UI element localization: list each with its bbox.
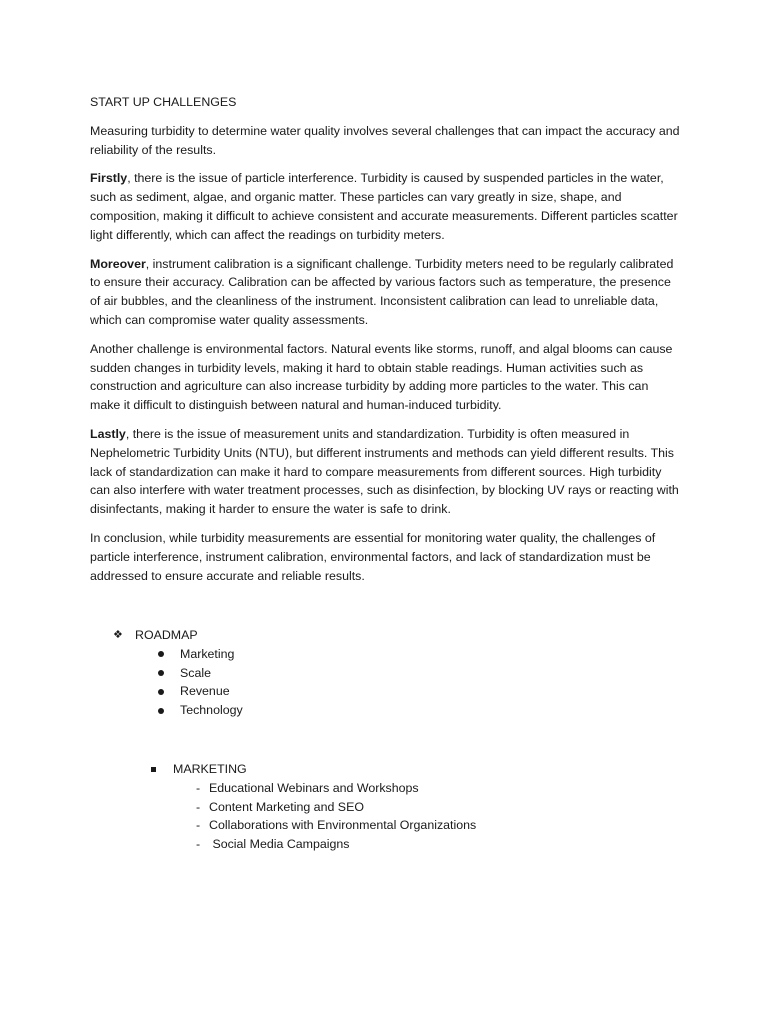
roadmap-title: ROADMAP [135,628,198,642]
list-item-label: Social Media Campaigns [209,837,350,852]
bullet-icon [158,708,164,714]
dash-bullet-icon: - [196,818,201,833]
paragraph-lead: Firstly [90,171,128,186]
marketing-title: MARKETING [173,762,247,776]
list-item [196,835,651,854]
list-item-label: Content Marketing and SEO [209,799,364,814]
intro-paragraph: Measuring turbidity to determine water quality involves several challenges that can impact the accuracy and reliability of the results. [90,123,680,157]
document-heading: START UP CHALLENGES [90,95,237,109]
bullet-icon [158,689,164,695]
list-item [196,779,651,798]
marketing-section [151,760,651,854]
paragraph-moreover [90,255,680,330]
paragraph-text: , there is the issue of measurement units and standardization. Turbidity is often measured in Nephelometric Turbidity Units (NTU), but different instruments and methods can yield different results. This lack of standardization can make it hard to compare measurements from different sources. High turbidity can also interfere with water treatment processes, such as disinfection, by blocking UV rays or reacting with disinfectants, making it harder to ensure the water is safe to drink. [90,426,679,517]
list-item [196,816,651,835]
list-item-label: Educational Webinars and Workshops [209,780,419,795]
paragraph-text: , there is the issue of particle interference. Turbidity is caused by suspended particles in the water, such as sediment, algae, and organic matter. These particles can vary greatly in size, shape, and composition, making it difficult to achieve consistent and accurate measurements. Different particles scatter light differently, which can affect the readings on turbidity meters. [90,171,678,242]
marketing-heading-row [151,760,651,779]
list-item-label: Revenue [180,684,230,699]
list-item [158,645,613,664]
list-item-label: Technology [180,703,243,718]
dash-bullet-icon: - [196,799,201,814]
list-item-label: Collaborations with Environmental Organizations [209,818,477,833]
list-item [158,682,613,701]
dash-bullet-icon: - [196,780,201,795]
list-item [158,701,613,720]
paragraph-environmental: Another challenge is environmental factors. Natural events like storms, runoff, and algal blooms can cause sudden changes in turbidity levels, making it hard to obtain stable readings. Human activities such as construction and agriculture can also increase turbidity by adding more particles to the water. This can make it difficult to distinguish between natural and human-induced turbidity. [90,341,673,413]
paragraph-lastly [90,425,680,519]
paragraph-lead: Moreover [90,256,146,271]
bullet-icon [158,651,164,657]
paragraph-text: , instrument calibration is a significant challenge. Turbidity meters need to be regularly calibrated to ensure their accuracy. Calibration can be affected by various factors such as temperature, the presence of air bubbles, and the cleanliness of the instrument. Inconsistent calibration can lead to unreliable data, which can compromise water quality assessments. [90,256,674,327]
roadmap-list [113,645,613,720]
conclusion-paragraph: In conclusion, while turbidity measurements are essential for monitoring water quality, the challenges of particle interference, instrument calibration, environmental factors, and lack of standardization must be addressed to ensure accurate and reliable results. [90,530,656,583]
list-item-label: Scale [180,665,211,680]
document-body [90,93,680,595]
bullet-icon [158,670,164,676]
list-item-label: Marketing [180,646,235,661]
list-item [158,664,613,683]
dash-bullet-icon: - [196,837,201,852]
paragraph-lead: Lastly [90,426,126,441]
square-bullet-icon [151,767,156,772]
marketing-list [151,779,651,854]
list-item [196,798,651,817]
roadmap-heading-row [113,626,613,645]
paragraph-firstly [90,169,680,244]
diamond-bullet-icon: ❖ [113,629,123,641]
roadmap-section [113,626,613,720]
